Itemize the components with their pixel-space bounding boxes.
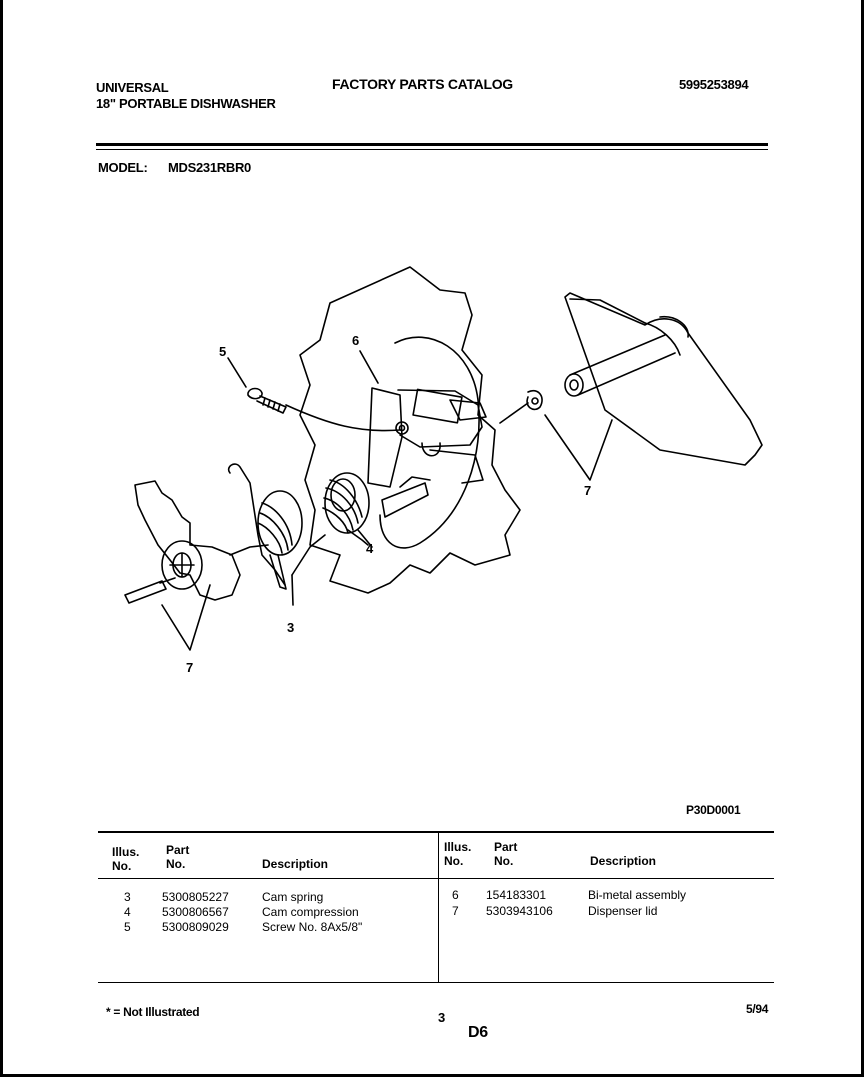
left-row-2-part: 5300806567 [162, 905, 229, 919]
right-row-2-part: 5303943106 [486, 904, 553, 918]
right-row-2-illus: 7 [452, 904, 459, 918]
dispenser-lid [565, 293, 762, 465]
product-name: 18" PORTABLE DISHWASHER [96, 96, 276, 111]
header-description-left: Description [262, 857, 329, 871]
header-part-right: Part No. [494, 840, 518, 868]
right-row-2-description: Dispenser lid [588, 904, 658, 918]
left-row-1-part: 5300805227 [162, 890, 229, 904]
right-row-1-illus: 6 [452, 888, 459, 902]
left-row-2-description: Cam compression [262, 905, 359, 919]
bimetal-bracket [368, 388, 402, 487]
table-bottom-rule [98, 982, 774, 983]
exploded-parts-diagram [100, 255, 780, 695]
callout-5: 5 [219, 344, 227, 359]
callout-7-left: 7 [186, 660, 194, 675]
actuator [135, 481, 240, 600]
catalog-title: FACTORY PARTS CATALOG [332, 76, 513, 92]
housing-plate [300, 267, 520, 593]
table-header-rule [98, 878, 774, 879]
left-row-3-part: 5300809029 [162, 920, 229, 934]
washer [527, 391, 542, 410]
right-row-1-part: 154183301 [486, 888, 547, 902]
left-row-1-illus: 3 [124, 890, 131, 904]
left-row-3-description: Screw No. 8Ax5/8" [262, 920, 363, 934]
figure-code: P30D0001 [686, 803, 741, 817]
revision-date: 5/94 [746, 1002, 769, 1016]
header-illus-right: Illus. No. [444, 840, 472, 868]
header-rule-thin [96, 149, 768, 150]
table-divider [438, 831, 439, 983]
right-row-1-description: Bi-metal assembly [588, 888, 687, 902]
header-rule-thick [96, 143, 768, 146]
left-row-1-description: Cam spring [262, 890, 324, 904]
section-code: D6 [468, 1024, 488, 1041]
header-part-left: Part No. [166, 843, 190, 871]
header-illus-left: Illus. No. [112, 845, 140, 873]
catalog-number: 5995253894 [679, 77, 749, 92]
cam-compression-spring [325, 473, 369, 533]
header-description-right: Description [590, 854, 657, 868]
left-row-2-illus: 4 [124, 905, 131, 919]
pin [125, 581, 166, 603]
callout-4: 4 [366, 541, 374, 556]
callout-3: 3 [287, 620, 295, 635]
left-border [0, 0, 3, 1077]
left-row-3-illus: 5 [124, 920, 131, 934]
callout-7-right: 7 [584, 483, 592, 498]
table-top-rule [98, 831, 774, 833]
page-number: 3 [438, 1010, 445, 1025]
housing-recess [380, 337, 479, 548]
callout-6: 6 [352, 333, 360, 348]
model-value: MDS231RBR0 [168, 160, 251, 175]
brand-name: UNIVERSAL [96, 80, 169, 95]
not-illustrated-note: * = Not Illustrated [106, 1005, 200, 1019]
screw [248, 389, 262, 399]
model-label: MODEL: [98, 160, 148, 175]
